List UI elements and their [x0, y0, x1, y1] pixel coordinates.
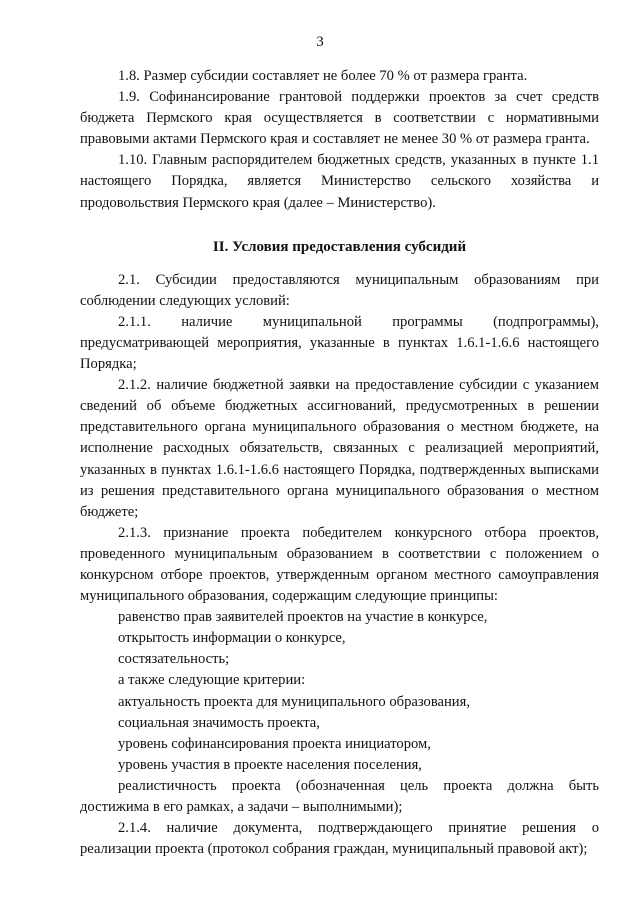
page-number: 3: [316, 34, 324, 50]
paragraph-realism: реалистичность проекта (обозначенная цель проекта должна быть достижима в его рамках, а задачи – выполнимыми);: [80, 777, 599, 815]
paragraph-1-8: 1.8. Размер субсидии составляет не более 70 % от размера гранта.: [118, 68, 528, 84]
list-item: а также следующие критерии:: [118, 672, 306, 689]
list-item: уровень софинансирования проекта инициатором,: [118, 735, 431, 752]
paragraph-2-1-4: 2.1.4. наличие документа, подтверждающего принятие решения о реализации проекта (протокол собрания граждан, муниципальный правовой акт);: [80, 820, 599, 858]
paragraph-2-1-3: 2.1.3. признание проекта победителем конкурсного отбора проектов, проведенного муниципальным образованием в соответствии с положением о конкурсном отборе проектов, утвержденным органом местного самоуправления муниципального образования, содержащим следующие принципы:: [80, 524, 599, 605]
paragraph-2-1: 2.1. Субсидии предоставляются муниципальным образованиям при соблюдении следующих условий:: [80, 271, 599, 309]
list-item: равенство прав заявителей проектов на участие в конкурсе,: [118, 609, 488, 626]
paragraph-2-1-2: 2.1.2. наличие бюджетной заявки на предоставление субсидии с указанием сведений об объеме бюджетных ассигнований, предусмотренных в решении представительного органа муниципального образования о местном бюджете, на исполнение расходных обязательств, связанных с реализацией мероприятий, указанных в пунктах 1.6.1-1.6.6 настоящего Порядка, подтвержденных выписками из решения представительного органа муниципального образования о местном бюджете;: [80, 377, 599, 520]
paragraph-1-10: 1.10. Главным распорядителем бюджетных средств, указанных в пункте 1.1 настоящего Порядка, является Министерство сельского хозяйства и продовольствия Пермского края (далее – Министерство).: [80, 152, 599, 211]
section-heading: II. Условия предоставления субсидий: [212, 238, 467, 255]
paragraph-2-1-1: 2.1.1. наличие муниципальной программы (подпрограммы), предусматривающей мероприятия, указанные в пунктах 1.6.1-1.6.6 настоящего Порядка;: [80, 313, 599, 373]
list-item: состязательность;: [118, 651, 230, 668]
list-item: уровень участия в проекте населения поселения,: [118, 756, 422, 773]
paragraph-1-9: 1.9. Софинансирование грантовой поддержки проектов за счет средств бюджета Пермского края осуществляется в соответствии с нормативными правовыми актами Пермского края и составляет не менее 30 % от размера гранта.: [80, 89, 599, 148]
list-item: актуальность проекта для муниципального образования,: [118, 693, 470, 710]
list-item: открытость информации о конкурсе,: [118, 630, 346, 647]
document-body: [80, 66, 599, 860]
list-item: социальная значимость проекта,: [118, 714, 320, 731]
